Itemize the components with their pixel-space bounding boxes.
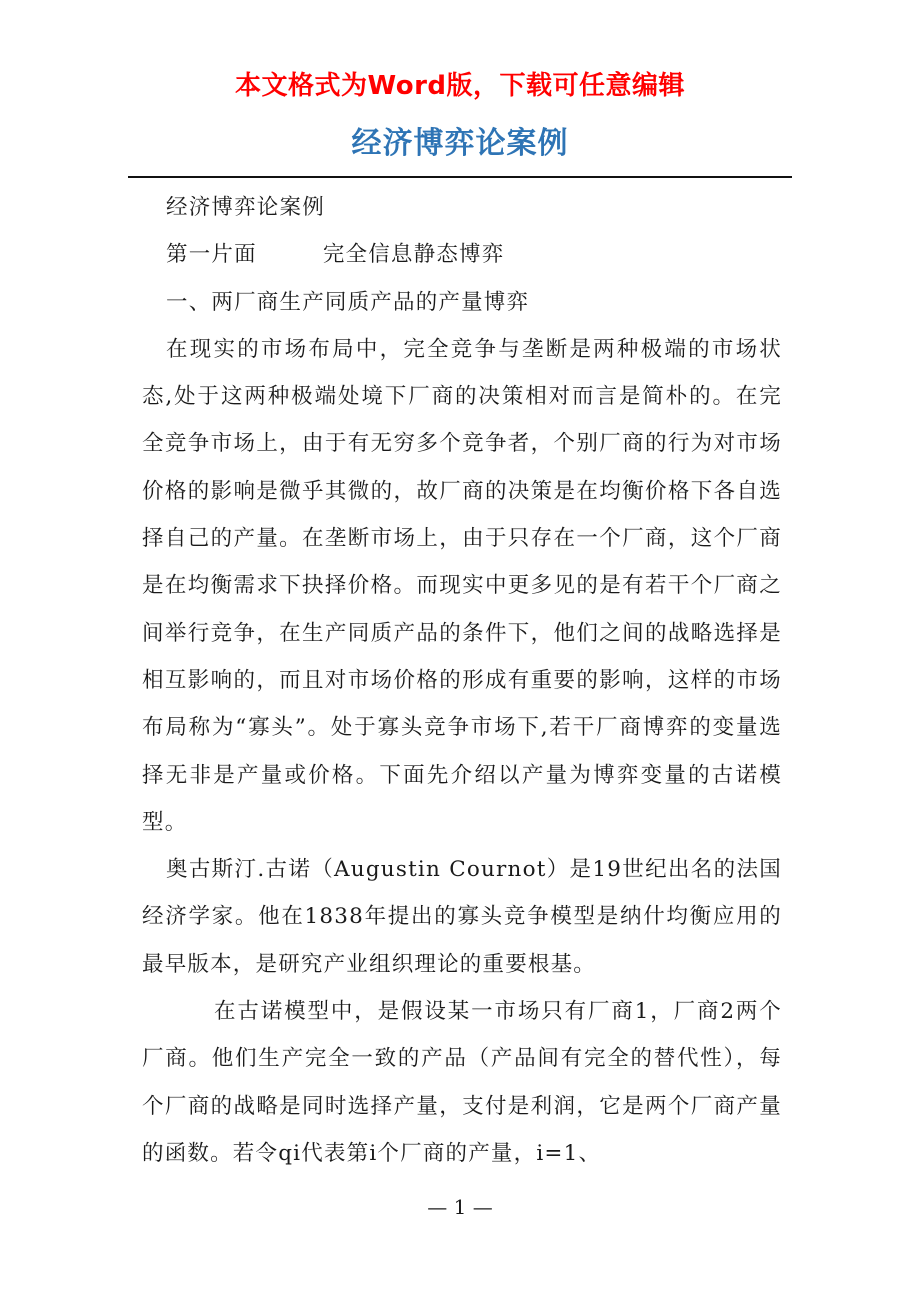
paragraph-market-structure: 在现实的市场布局中，完全竞争与垄断是两种极端的市场状态,处于这两种极端处境下厂商的决策相对而言是简朴的。在完全竞争市场上，由于有无穷多个竞争者，个别厂商的行为对市场价格的影响是微乎其微的，故厂商的决策是在均衡价格下各自选择自己的产量。在垄断市场上，由于只存在一个厂商，这个厂商是在均衡需求下抉择价格。而现实中更多见的是有若干个厂商之间举行竞争，在生产同质产品的条件下，他们之间的战略选择是相互影响的，而且对市场价格的形成有重要的影响，这样的市场布局称为“寡头”。处于寡头竞争市场下,若干厂商博弈的变量选择无非是产量或价格。下面先介绍以产量为博弈变量的古诺模型。	[142, 336, 782, 835]
body-subtitle: 经济博弈论案例	[166, 195, 325, 220]
part-heading	[142, 231, 782, 278]
part-label: 第一片面	[166, 242, 257, 268]
paragraph-cournot-model: 在古诺模型中，是假设某一市场只有厂商1，厂商2两个厂商。他们生产完全一致的产品（产品间有完全的替代性），每个厂商的战略是同时选择产量，支付是利润，它是两个厂商产量的函数。若令qi代表第i个厂商的产量，i=1、	[142, 999, 782, 1166]
paragraph-cournot-intro: 奥古斯汀.古诺（Augustin Cournot）是19世纪出名的法国经济学家。他在1838年提出的寡头竞争模型是纳什均衡应用的最早版本，是研究产业组织理论的重要根基。	[142, 857, 782, 977]
page-number: — 1 —	[427, 1195, 493, 1219]
section-heading: 一、两厂商生产同质产品的产量博弈	[166, 289, 530, 315]
format-notice-banner: 本文格式为Word版，下载可任意编辑	[234, 71, 686, 101]
part-title: 完全信息静态博弈	[322, 242, 505, 268]
document-title: 经济博弈论案例	[351, 126, 569, 161]
document-body	[142, 184, 782, 1177]
title-divider	[128, 176, 792, 178]
